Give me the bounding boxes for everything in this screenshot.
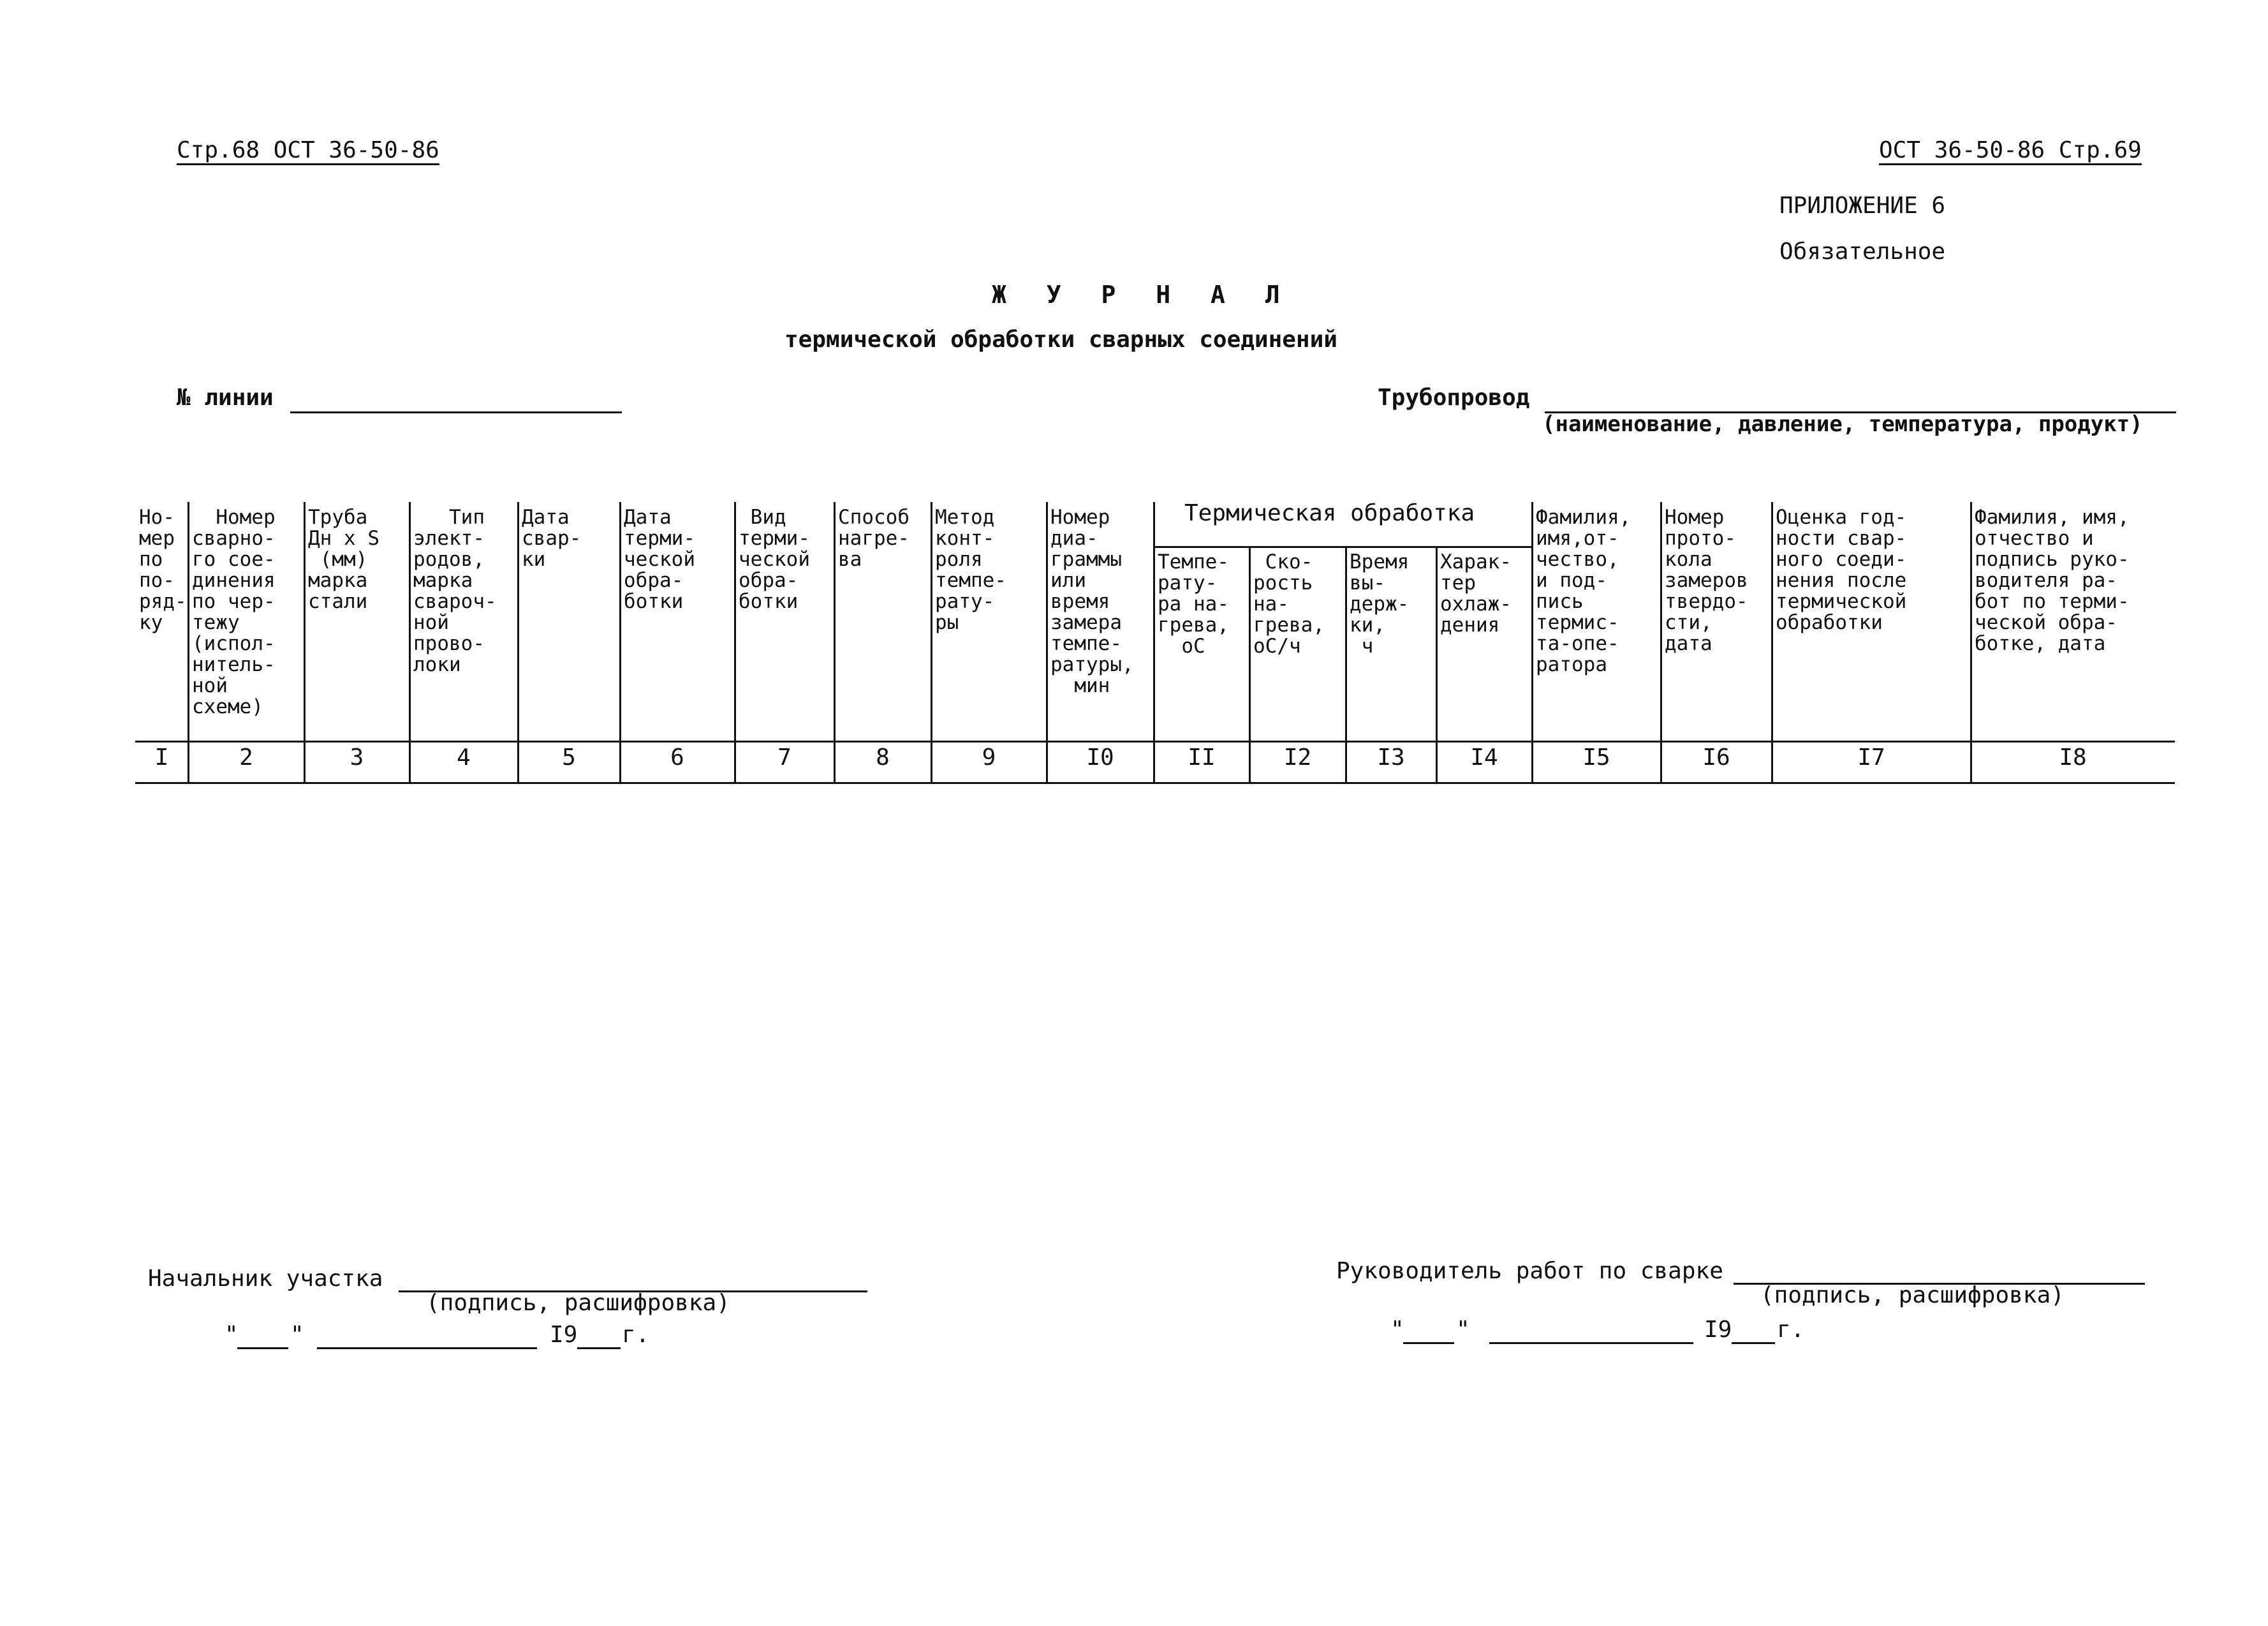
column-header-11: Темпе- рату- ра на- грева, оС (1158, 551, 1229, 658)
column-header-12: Ско- рость на- грева, оС/ч (1253, 551, 1325, 658)
column-header-3: Труба Дн х S (мм) марка стали (308, 506, 379, 613)
column-number-5: 5 (562, 744, 576, 771)
column-number-6: 6 (670, 744, 684, 771)
column-header-9: Метод конт- роля темпе- рату- ры (935, 506, 1006, 634)
journal-title: Ж У Р Н А Л (992, 281, 1293, 309)
section-chief-caption: (подпись, расшифровка) (426, 1290, 730, 1316)
line-number-field[interactable] (290, 411, 622, 413)
page-number-left: Стр.68 ОСТ 36-50-86 (177, 137, 439, 165)
column-header-16: Номер прото- кола замеров твердо- сти, дата (1665, 506, 1748, 655)
group-header-underline (1154, 546, 1532, 548)
heat-treatment-journal-table (135, 502, 2175, 783)
column-header-6: Дата терми- ческой обра- ботки (624, 506, 695, 613)
year-suffix-left: г. (622, 1322, 650, 1348)
day-field-left[interactable] (237, 1347, 288, 1349)
column-number-12: I2 (1283, 744, 1312, 771)
column-header-13: Время вы- держ- ки, ч (1350, 551, 1410, 658)
journal-subtitle: термической обработки сварных соединений (784, 327, 1337, 353)
header-bottom-rule (135, 741, 2175, 743)
year-suffix-right: г. (1777, 1317, 1805, 1343)
column-number-14: I4 (1470, 744, 1498, 771)
column-number-8: 8 (876, 744, 890, 771)
column-number-1: I (154, 744, 169, 771)
column-number-17: I7 (1857, 744, 1885, 771)
appendix-label: ПРИЛОЖЕНИЕ 6 (1779, 193, 1946, 219)
column-header-17: Оценка год- ности свар- ного соеди- нения после термической обработки (1776, 506, 1907, 634)
month-field-left[interactable] (317, 1347, 537, 1349)
welding-manager-label: Руководитель работ по сварке (1336, 1258, 1723, 1284)
column-number-4: 4 (457, 744, 471, 771)
column-header-8: Способ нагре- ва (838, 506, 909, 571)
column-number-10: I0 (1086, 744, 1114, 771)
section-chief-label: Начальник участка (148, 1266, 383, 1292)
year-prefix-right: I9 (1704, 1317, 1732, 1343)
column-header-7: Вид терми- ческой обра- ботки (739, 506, 810, 613)
column-number-13: I3 (1377, 744, 1405, 771)
column-header-10: Номер диа- граммы или время замера темпе- ратуры, мин (1050, 506, 1134, 697)
pipeline-caption: (наименование, давление, температура, продукт) (1542, 411, 2143, 437)
column-number-2: 2 (239, 744, 253, 771)
column-number-18: I8 (2059, 744, 2087, 771)
column-header-2: Номер сварно- го сое- динения по чер- тежу (испол- нитель- ной схеме) (192, 506, 276, 718)
year-field-left[interactable] (577, 1347, 621, 1349)
column-number-7: 7 (777, 744, 792, 771)
date-quote-close-left: " (290, 1322, 304, 1348)
date-quote-open-left: " (225, 1322, 239, 1348)
mandatory-label: Обязательное (1779, 239, 1946, 265)
column-number-3: 3 (350, 744, 364, 771)
column-number-11: II (1188, 744, 1216, 771)
column-header-18: Фамилия, имя, отчество и подпись руко- водителя ра- бот по терми- ческой обра- ботке, дата (1975, 506, 2130, 655)
column-header-5: Дата свар- ки (522, 506, 582, 571)
column-header-1: Но- мер по по- ряд- ку (139, 506, 187, 634)
column-header-14: Харак- тер охлаж- дения (1440, 551, 1512, 637)
month-field-right[interactable] (1489, 1342, 1693, 1344)
pipeline-label: Трубопровод (1378, 385, 1530, 411)
line-number-label: № линии (177, 385, 274, 411)
day-field-right[interactable] (1403, 1342, 1454, 1344)
page-number-right: ОСТ 36-50-86 Стр.69 (1879, 137, 2142, 165)
year-prefix-left: I9 (550, 1322, 578, 1348)
column-header-4: Тип элект- родов, марка свароч- ной прово- локи (413, 506, 497, 676)
date-quote-open-right: " (1390, 1317, 1404, 1343)
column-number-15: I5 (1582, 744, 1610, 771)
column-header-15: Фамилия, имя,от- чество, и под- пись термис- та-опе- ратора (1536, 506, 1631, 676)
table-bottom-rule (135, 782, 2175, 784)
column-number-16: I6 (1702, 744, 1730, 771)
column-number-9: 9 (982, 744, 996, 771)
group-header-heat-treatment: Термическая обработка (1184, 500, 1475, 526)
date-quote-close-right: " (1456, 1317, 1470, 1343)
year-field-right[interactable] (1732, 1342, 1775, 1344)
welding-manager-caption: (подпись, расшифровка) (1760, 1282, 2065, 1308)
